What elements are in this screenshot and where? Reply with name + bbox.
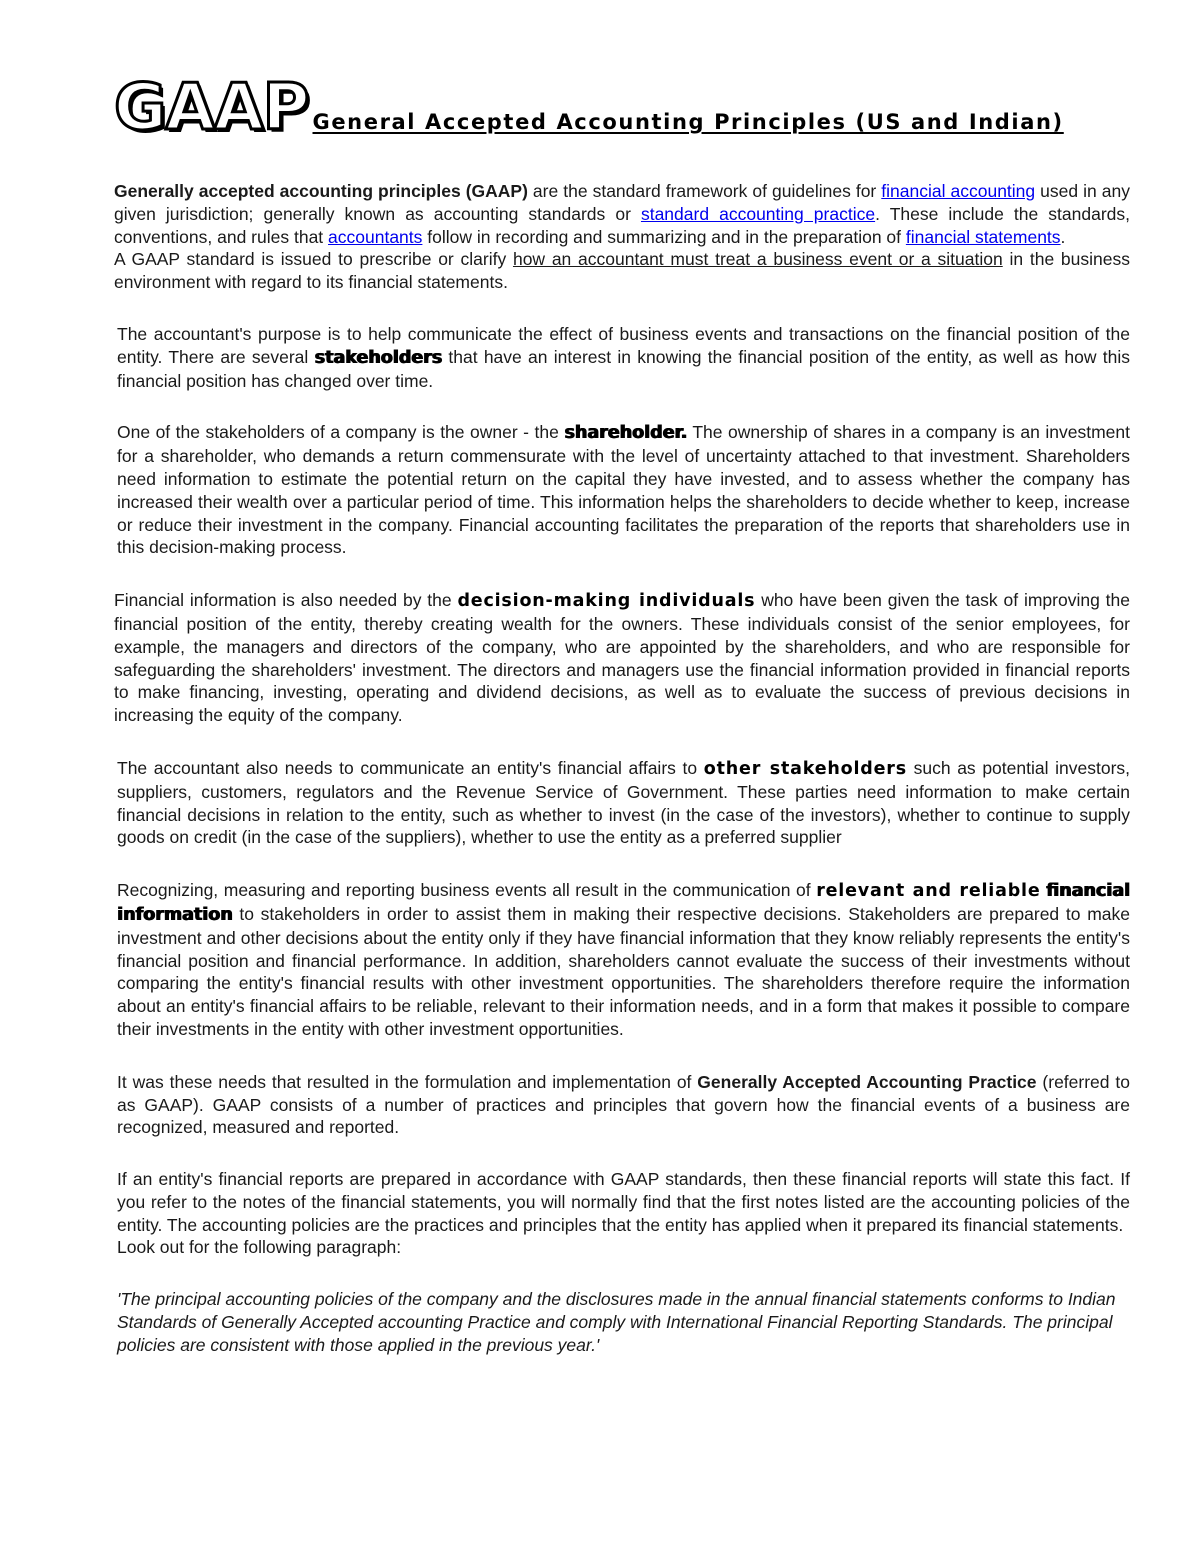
recognizing-paragraph: Recognizing, measuring and reporting business events all result in the communication of relevant and reliable financial information to stakeholders in order to assist them in making their respective decisions. Stakeholders are prepared to make investment and other decisions about the entity only if they have financial information that they know reliably represents the entity's financial position and financial performance. In addition, shareholders cannot evaluate the success of their investments without comparing the entity's financial results with other investment opportunities. The shareholders therefore require the information about an entity's financial affairs to be reliable, relevant to their information needs, and in a form that makes it possible to compare their investments in the entity with other investment opportunities.	[117, 880, 1130, 1039]
document-page	[114, 71, 1131, 1357]
gaap-practice-emphasis: Generally Accepted Accounting Practice	[697, 1071, 1037, 1092]
intro-paragraph: Generally accepted accounting principles (GAAP) are the standard framework of guidelines for financial accounting used in any given jurisdiction; generally known as accounting standards or standard accounting practice. These include the standards, conventions, and rules that accountants follow in recording and summarizing and in the preparation of financial statements.	[114, 181, 1130, 247]
financial-reports-paragraph: If an entity's financial reports are prepared in accordance with GAAP standards, then these financial reports will state this fact. If you refer to the notes of the financial statements, you will normally find that the first notes listed are the accounting policies of the entity. The accounting policies are the practices and principles that the entity has applied when it prepared its financial statements.	[117, 1169, 1130, 1235]
gaap-needs-paragraph: It was these needs that resulted in the formulation and implementation of Generally Accepted Accounting Practice (referred to as GAAP). GAAP consists of a number of practices and principles that govern how the financial events of a business are recognized, measured and reported.	[117, 1071, 1130, 1138]
link-standard-accounting-practice[interactable]: standard accounting practice	[640, 203, 876, 224]
shareholder-emphasis: shareholder.	[564, 423, 688, 444]
intro-abbr: (GAAP)	[465, 181, 528, 201]
document-subtitle: General Accepted Accounting Principles (US and Indian)	[312, 110, 1064, 134]
other-stakeholders-emphasis: other stakeholders	[703, 758, 907, 779]
intro-term: Generally accepted accounting principles	[114, 181, 461, 201]
standard-paragraph: A GAAP standard is issued to prescribe or clarify how an accountant must treat a business event or a situation in the business environment with regard to its financial statements.	[114, 249, 1130, 293]
stakeholders-emphasis: stakeholders	[314, 347, 443, 368]
lookout-line: Look out for the following paragraph:	[117, 1237, 402, 1258]
link-financial-accounting[interactable]: financial accounting	[881, 181, 1036, 201]
shareholder-paragraph: One of the stakeholders of a company is the owner - the shareholder. The ownership of shares in a company is an investment for a shareholder, who demands a return commensurate with the level of uncertainty attached to that investment. Shareholders need information to estimate the potential return on the capital they have invested, and to assess whether the company has increased their wealth over a particular period of time. This information helps the shareholders to decide whether to keep, increase or reduce their investment in the company. Financial accounting facilitates the preparation of the reports that shareholders use in this decision-making process.	[117, 422, 1130, 558]
policy-quote: 'The principal accounting policies of the company and the disclosures made in the annual financial statements conforms to Indian Standards of Generally Accepted accounting Practice and comply with International Financial Reporting Standards. The principal policies are consistent with those applied in the previous year.'	[117, 1289, 1116, 1355]
link-accountants[interactable]: accountants	[328, 226, 423, 247]
relevant-reliable-emphasis: relevant and reliable	[816, 881, 1041, 902]
standard-underlined-phrase: how an accountant must treat a business event or a situation	[512, 249, 1003, 270]
decision-making-emphasis: decision-making individuals	[457, 591, 756, 612]
decision-makers-paragraph: Financial information is also needed by the decision-making individuals who have been given the task of improving the financial position of the entity, thereby creating wealth for the owners. These individuals consist of the senior employees, for example, the managers and directors of the company, who are appointed by the shareholders, and who are responsible for safeguarding the shareholders' investment. The directors and managers use the financial information provided in financial reports to make financing, investing, operating and dividend decisions, as well as to evaluate the success of previous decisions in increasing the equity of the company.	[114, 590, 1130, 726]
other-stakeholders-paragraph: The accountant also needs to communicate an entity's financial affairs to other stakeholders such as potential investors, suppliers, customers, regulators and the Revenue Service of Government. These parties need information to make certain financial decisions in relation to the entity, such as whether to invest (in the case of the investors), whether to continue to supply goods on credit (in the case of the suppliers), whether to use the entity as a preferred supplier	[117, 757, 1131, 848]
financial-information-emphasis: financial information	[117, 881, 1130, 925]
purpose-paragraph: The accountant's purpose is to help communicate the effect of business events and transactions on the financial position of the entity. There are several stakeholders that have an interest in knowing the financial position of the entity, as well as how this financial position has changed over time.	[117, 323, 1130, 391]
document-header	[114, 71, 1130, 145]
link-financial-statements[interactable]: financial statements	[905, 226, 1061, 247]
gaap-logo: GAAP	[114, 71, 309, 145]
